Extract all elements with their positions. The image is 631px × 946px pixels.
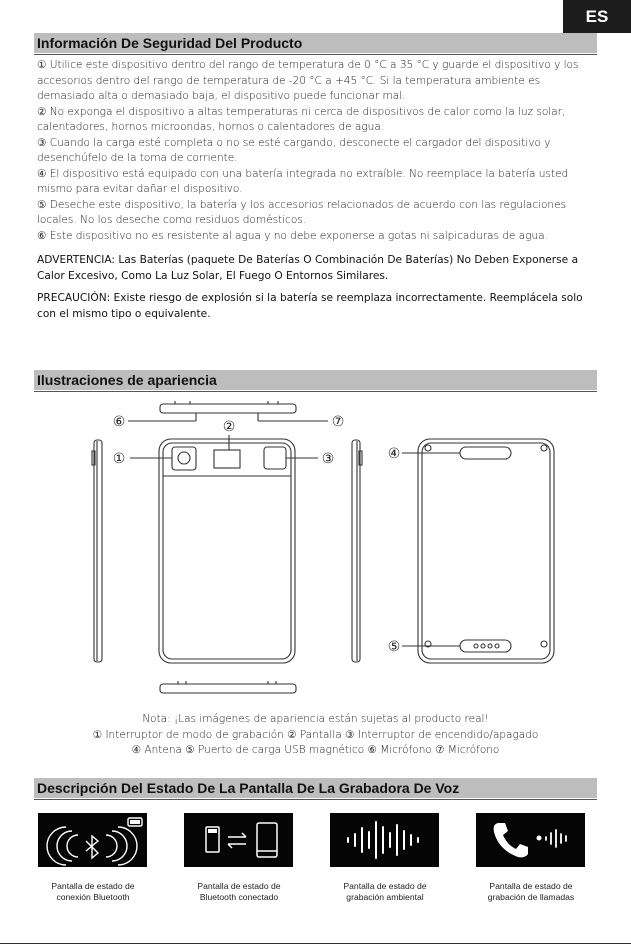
- bluetooth-searching-icon: [38, 813, 147, 867]
- bluetooth-connected-icon: [184, 813, 293, 867]
- screen-caption-2: [174, 881, 304, 903]
- screen-caption-4-line1: Pantalla de estado de: [489, 881, 573, 891]
- screen-caption-1-line2: conexión Bluetooth: [56, 892, 130, 902]
- warning-text: ADVERTENCIA: Las Baterías (paquete De Baterías O Combinación De Baterías) No Deben Exponerse a Calor Excesivo, Como La Luz Solar, El Fuego O Entornos Similares.: [37, 254, 579, 282]
- callout-3: ③: [321, 451, 335, 467]
- appearance-legend-1: ① Interruptor de modo de grabación ② Pantalla ③ Interruptor de encendido/apagado: [92, 729, 539, 741]
- screen-caption-2-line2: Bluetooth conectado: [199, 892, 279, 902]
- screen-bluetooth-connected: [184, 813, 293, 867]
- safety-list: [37, 58, 597, 244]
- callout-5: ⑤: [387, 639, 401, 655]
- screen-caption-4: [466, 881, 596, 903]
- callout-6: ⑥: [112, 414, 126, 430]
- ambient-recording-icon: [330, 813, 439, 867]
- appearance-heading: Ilustraciones de apariencia: [34, 370, 597, 390]
- safety-item-5: ⑤ Deseche este dispositivo, la batería y los accesorios relacionados de acuerdo con las regulaciones locales. No los deseche como residuos domésticos.: [37, 198, 567, 226]
- safety-item-1: ① Utilice este dispositivo dentro del rango de temperatura de 0 °C a 35 °C y guarde el dispositivo y los accesorios dentro del rango de temperatura de -20 °C a +45 °C. Si la temperatura ambiente es demasiado alta o demasiado baja, el dispositivo puede funcionar mal.: [37, 59, 579, 102]
- screen-caption-3: [320, 881, 450, 903]
- callout-7: ⑦: [331, 414, 345, 430]
- page-bottom-rule: [0, 943, 631, 944]
- safety-item-6: ⑥ Este dispositivo no es resistente al agua y no debe exponerse a gotas ni salpicaduras de agua.: [37, 229, 548, 242]
- screen-caption-3-line1: Pantalla de estado de: [343, 881, 427, 891]
- appearance-note: Nota: ¡Las imágenes de apariencia están sujetas al producto real!: [142, 713, 489, 725]
- screen-caption-4-line2: grabación de llamadas: [487, 892, 575, 902]
- screen-call-recording: [476, 813, 585, 867]
- caution-text: PRECAUCIÓN: Existe riesgo de explosión si la batería se reemplaza incorrectamente. Reemplácela solo con el mismo tipo o equivalente.: [37, 292, 583, 320]
- device-illustration: [0, 395, 631, 695]
- screen-caption-2-line1: Pantalla de estado de: [197, 881, 281, 891]
- safety-item-2: ② No exponga el dispositivo a altas temperaturas ni cerca de dispositivos de calor como la luz solar, calentadores, hornos microondas, hornos o calentadores de agua.: [37, 105, 566, 133]
- screen-ambient-recording: [330, 813, 439, 867]
- safety-heading: Información De Seguridad Del Producto: [34, 33, 597, 53]
- safety-item-3: ③ Cuando la carga esté completa o no se esté cargando, desconecte el cargador del dispositivo y desenchúfelo de la toma de corriente.: [37, 136, 551, 164]
- callout-2: ②: [222, 419, 236, 435]
- screen-caption-3-line2: grabación ambiental: [346, 892, 424, 902]
- appearance-legend-2: ④ Antena ⑤ Puerto de carga USB magnético ⑥ Micrófono ⑦ Micrófono: [131, 744, 500, 756]
- safety-item-4: ④ El dispositivo está equipado con una batería integrada no extraíble. No reemplace la batería usted mismo para evitar dañar el dispositivo.: [37, 167, 569, 195]
- screen-bluetooth-searching: [38, 813, 147, 867]
- display-heading: Descripción Del Estado De La Pantalla De La Grabadora De Voz: [34, 778, 597, 798]
- callout-1: ①: [112, 451, 126, 467]
- screen-caption-1: [28, 881, 158, 903]
- call-recording-icon: [476, 813, 585, 867]
- callout-4: ④: [387, 446, 401, 462]
- language-tab: ES: [563, 0, 631, 33]
- screen-caption-1-line1: Pantalla de estado de: [51, 881, 135, 891]
- device-drawing: [0, 395, 631, 695]
